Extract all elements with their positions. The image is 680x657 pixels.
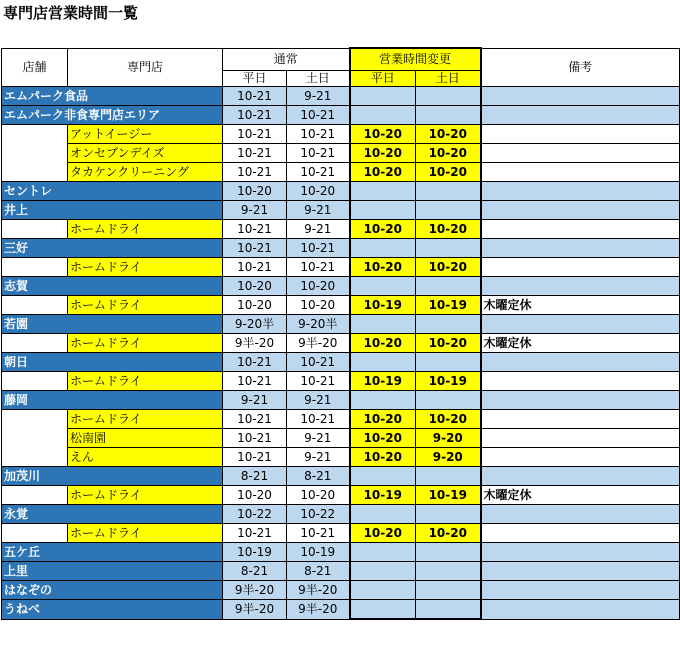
store-blank-cell	[2, 258, 68, 277]
note-cell: 木曜定休	[481, 334, 680, 353]
normal-weekday-cell: 10-21	[223, 524, 287, 543]
table-row	[2, 87, 680, 106]
table-row	[2, 524, 680, 543]
normal-saturday-cell: 9半-20	[287, 334, 350, 353]
changed-weekday-cell: 10-20	[350, 163, 416, 182]
changed-saturday-cell: 10-19	[416, 372, 481, 391]
note-cell	[481, 163, 680, 182]
note-cell	[481, 220, 680, 239]
normal-saturday-cell: 10-21	[287, 125, 350, 144]
normal-weekday-cell: 10-20	[223, 296, 287, 315]
table-row	[2, 296, 680, 315]
normal-weekday-cell: 10-20	[223, 277, 287, 296]
note-cell	[481, 201, 680, 220]
changed-weekday-cell: 10-20	[350, 410, 416, 429]
note-cell	[481, 277, 680, 296]
note-cell	[481, 467, 680, 486]
changed-weekday-cell: 10-19	[350, 486, 416, 505]
changed-weekday-cell	[350, 391, 416, 410]
header-changed: 営業時間変更	[350, 48, 481, 71]
changed-weekday-cell: 10-20	[350, 448, 416, 467]
changed-weekday-cell	[350, 505, 416, 524]
store-blank-cell	[2, 125, 68, 182]
shop-name-cell: ホームドライ	[68, 410, 223, 429]
normal-weekday-cell: 10-21	[223, 410, 287, 429]
store-blank-cell	[2, 524, 68, 543]
table-row	[2, 315, 680, 334]
normal-weekday-cell: 9半-20	[223, 334, 287, 353]
page-title: 専門店営業時間一覧	[3, 4, 139, 22]
changed-saturday-cell	[416, 600, 481, 620]
store-name-cell: 五ケ丘	[2, 543, 223, 562]
table-row	[2, 334, 680, 353]
changed-saturday-cell	[416, 353, 481, 372]
changed-weekday-cell: 10-20	[350, 125, 416, 144]
normal-saturday-cell: 10-21	[287, 163, 350, 182]
header-specialty: 専門店	[68, 48, 223, 87]
store-name-cell: エムパーク非食専門店エリア	[2, 106, 223, 125]
note-cell	[481, 448, 680, 467]
changed-saturday-cell	[416, 581, 481, 600]
shop-name-cell: アットイージー	[68, 125, 223, 144]
changed-weekday-cell: 10-19	[350, 296, 416, 315]
note-cell	[481, 315, 680, 334]
normal-saturday-cell: 10-21	[287, 372, 350, 391]
table-row	[2, 372, 680, 391]
shop-name-cell: ホームドライ	[68, 372, 223, 391]
changed-weekday-cell	[350, 239, 416, 258]
store-name-cell: 三好	[2, 239, 223, 258]
shop-name-cell: ホームドライ	[68, 524, 223, 543]
normal-saturday-cell: 9-21	[287, 201, 350, 220]
normal-saturday-cell: 10-21	[287, 353, 350, 372]
normal-weekday-cell: 10-21	[223, 448, 287, 467]
store-hours-table	[1, 47, 680, 620]
normal-saturday-cell: 8-21	[287, 467, 350, 486]
note-cell	[481, 562, 680, 581]
normal-weekday-cell: 10-21	[223, 125, 287, 144]
store-blank-cell	[2, 220, 68, 239]
shop-name-cell: えん	[68, 448, 223, 467]
changed-weekday-cell: 10-20	[350, 258, 416, 277]
header-normal: 通常	[223, 48, 350, 71]
table-row	[2, 600, 680, 620]
changed-weekday-cell	[350, 543, 416, 562]
normal-saturday-cell: 9-21	[287, 448, 350, 467]
normal-saturday-cell: 10-21	[287, 239, 350, 258]
changed-saturday-cell	[416, 239, 481, 258]
shop-name-cell: ホームドライ	[68, 258, 223, 277]
table-row	[2, 277, 680, 296]
normal-saturday-cell: 9-21	[287, 391, 350, 410]
changed-saturday-cell	[416, 106, 481, 125]
changed-saturday-cell: 10-20	[416, 410, 481, 429]
table-row	[2, 163, 680, 182]
table-row	[2, 125, 680, 144]
changed-weekday-cell: 10-20	[350, 429, 416, 448]
normal-weekday-cell: 10-21	[223, 220, 287, 239]
note-cell	[481, 144, 680, 163]
normal-weekday-cell: 10-21	[223, 258, 287, 277]
table-row	[2, 562, 680, 581]
store-blank-cell	[2, 334, 68, 353]
note-cell	[481, 581, 680, 600]
store-name-cell: 井上	[2, 201, 223, 220]
normal-saturday-cell: 9-21	[287, 429, 350, 448]
note-cell	[481, 410, 680, 429]
store-name-cell: はなぞの	[2, 581, 223, 600]
changed-weekday-cell	[350, 353, 416, 372]
note-cell	[481, 543, 680, 562]
changed-weekday-cell: 10-20	[350, 220, 416, 239]
note-cell	[481, 258, 680, 277]
table-body	[2, 87, 680, 620]
table-row	[2, 429, 680, 448]
changed-saturday-cell	[416, 543, 481, 562]
store-blank-cell	[2, 296, 68, 315]
table-row	[2, 182, 680, 201]
header-normal-saturday: 土日	[287, 71, 350, 87]
table-row	[2, 486, 680, 505]
normal-weekday-cell: 9半-20	[223, 600, 287, 620]
changed-saturday-cell: 10-20	[416, 220, 481, 239]
changed-saturday-cell	[416, 87, 481, 106]
table-row	[2, 353, 680, 372]
normal-weekday-cell: 10-21	[223, 239, 287, 258]
shop-name-cell: オンセブンデイズ	[68, 144, 223, 163]
changed-saturday-cell	[416, 467, 481, 486]
table-row	[2, 258, 680, 277]
changed-weekday-cell	[350, 182, 416, 201]
table-row	[2, 448, 680, 467]
note-cell: 木曜定休	[481, 296, 680, 315]
note-cell	[481, 391, 680, 410]
changed-saturday-cell: 10-19	[416, 486, 481, 505]
shop-name-cell: ホームドライ	[68, 296, 223, 315]
note-cell	[481, 372, 680, 391]
normal-weekday-cell: 9-20半	[223, 315, 287, 334]
store-blank-cell	[2, 372, 68, 391]
normal-weekday-cell: 10-21	[223, 87, 287, 106]
changed-saturday-cell	[416, 505, 481, 524]
changed-weekday-cell	[350, 315, 416, 334]
changed-saturday-cell: 9-20	[416, 448, 481, 467]
normal-weekday-cell: 10-19	[223, 543, 287, 562]
header-changed-saturday: 土日	[416, 71, 481, 87]
note-cell	[481, 182, 680, 201]
normal-weekday-cell: 10-20	[223, 182, 287, 201]
store-name-cell: 志賀	[2, 277, 223, 296]
shop-name-cell: ホームドライ	[68, 220, 223, 239]
normal-saturday-cell: 10-21	[287, 144, 350, 163]
normal-weekday-cell: 9-21	[223, 391, 287, 410]
shop-name-cell: ホームドライ	[68, 334, 223, 353]
normal-saturday-cell: 10-20	[287, 486, 350, 505]
normal-saturday-cell: 10-20	[287, 182, 350, 201]
note-cell	[481, 524, 680, 543]
table-row	[2, 581, 680, 600]
normal-saturday-cell: 10-21	[287, 410, 350, 429]
shop-name-cell: ホームドライ	[68, 486, 223, 505]
normal-weekday-cell: 8-21	[223, 562, 287, 581]
store-name-cell: 若園	[2, 315, 223, 334]
changed-saturday-cell: 10-20	[416, 163, 481, 182]
normal-weekday-cell: 10-21	[223, 353, 287, 372]
normal-weekday-cell: 10-20	[223, 486, 287, 505]
normal-saturday-cell: 9-20半	[287, 315, 350, 334]
changed-weekday-cell: 10-20	[350, 334, 416, 353]
changed-weekday-cell: 10-19	[350, 372, 416, 391]
changed-saturday-cell: 10-20	[416, 144, 481, 163]
normal-saturday-cell: 9半-20	[287, 600, 350, 620]
normal-saturday-cell: 10-19	[287, 543, 350, 562]
changed-weekday-cell	[350, 201, 416, 220]
header-changed-weekday: 平日	[350, 71, 416, 87]
store-name-cell: 朝日	[2, 353, 223, 372]
store-name-cell: エムパーク食品	[2, 87, 223, 106]
note-cell	[481, 429, 680, 448]
changed-weekday-cell	[350, 600, 416, 620]
store-name-cell: 藤岡	[2, 391, 223, 410]
note-cell	[481, 239, 680, 258]
changed-saturday-cell: 10-20	[416, 125, 481, 144]
store-name-cell: 上里	[2, 562, 223, 581]
header-normal-weekday: 平日	[223, 71, 287, 87]
note-cell	[481, 505, 680, 524]
normal-saturday-cell: 10-20	[287, 277, 350, 296]
table-row	[2, 543, 680, 562]
table-row	[2, 220, 680, 239]
table-row	[2, 144, 680, 163]
normal-saturday-cell: 10-21	[287, 106, 350, 125]
table-row	[2, 239, 680, 258]
store-name-cell: 永覚	[2, 505, 223, 524]
note-cell	[481, 87, 680, 106]
table-row	[2, 505, 680, 524]
table-row	[2, 201, 680, 220]
normal-saturday-cell: 10-21	[287, 258, 350, 277]
changed-weekday-cell	[350, 581, 416, 600]
normal-saturday-cell: 8-21	[287, 562, 350, 581]
note-cell: 木曜定休	[481, 486, 680, 505]
changed-weekday-cell: 10-20	[350, 144, 416, 163]
normal-weekday-cell: 10-21	[223, 106, 287, 125]
changed-saturday-cell	[416, 315, 481, 334]
normal-weekday-cell: 8-21	[223, 467, 287, 486]
normal-saturday-cell: 10-21	[287, 524, 350, 543]
changed-weekday-cell: 10-20	[350, 524, 416, 543]
note-cell	[481, 600, 680, 620]
store-blank-cell	[2, 410, 68, 467]
table-row	[2, 467, 680, 486]
changed-saturday-cell: 10-19	[416, 296, 481, 315]
changed-saturday-cell	[416, 201, 481, 220]
normal-weekday-cell: 9半-20	[223, 581, 287, 600]
changed-saturday-cell	[416, 277, 481, 296]
changed-weekday-cell	[350, 277, 416, 296]
changed-weekday-cell	[350, 87, 416, 106]
normal-weekday-cell: 10-21	[223, 372, 287, 391]
note-cell	[481, 353, 680, 372]
table-row	[2, 410, 680, 429]
changed-saturday-cell	[416, 391, 481, 410]
header-note: 備考	[481, 48, 680, 87]
table-row	[2, 391, 680, 410]
changed-weekday-cell	[350, 562, 416, 581]
shop-name-cell: 松南園	[68, 429, 223, 448]
normal-saturday-cell: 9-21	[287, 220, 350, 239]
normal-weekday-cell: 10-21	[223, 429, 287, 448]
changed-saturday-cell: 10-20	[416, 258, 481, 277]
normal-saturday-cell: 9-21	[287, 87, 350, 106]
changed-weekday-cell	[350, 106, 416, 125]
store-name-cell: セントレ	[2, 182, 223, 201]
changed-saturday-cell: 9-20	[416, 429, 481, 448]
store-name-cell: 加茂川	[2, 467, 223, 486]
shop-name-cell: タカケンクリーニング	[68, 163, 223, 182]
changed-saturday-cell	[416, 562, 481, 581]
normal-weekday-cell: 10-22	[223, 505, 287, 524]
normal-weekday-cell: 10-21	[223, 144, 287, 163]
changed-saturday-cell	[416, 182, 481, 201]
store-name-cell: うねべ	[2, 600, 223, 620]
changed-saturday-cell: 10-20	[416, 524, 481, 543]
normal-saturday-cell: 10-20	[287, 296, 350, 315]
normal-saturday-cell: 10-22	[287, 505, 350, 524]
note-cell	[481, 106, 680, 125]
normal-weekday-cell: 9-21	[223, 201, 287, 220]
note-cell	[481, 125, 680, 144]
table-row	[2, 106, 680, 125]
normal-weekday-cell: 10-21	[223, 163, 287, 182]
store-blank-cell	[2, 486, 68, 505]
normal-saturday-cell: 9半-20	[287, 581, 350, 600]
changed-saturday-cell: 10-20	[416, 334, 481, 353]
header-store: 店舗	[2, 48, 68, 87]
changed-weekday-cell	[350, 467, 416, 486]
